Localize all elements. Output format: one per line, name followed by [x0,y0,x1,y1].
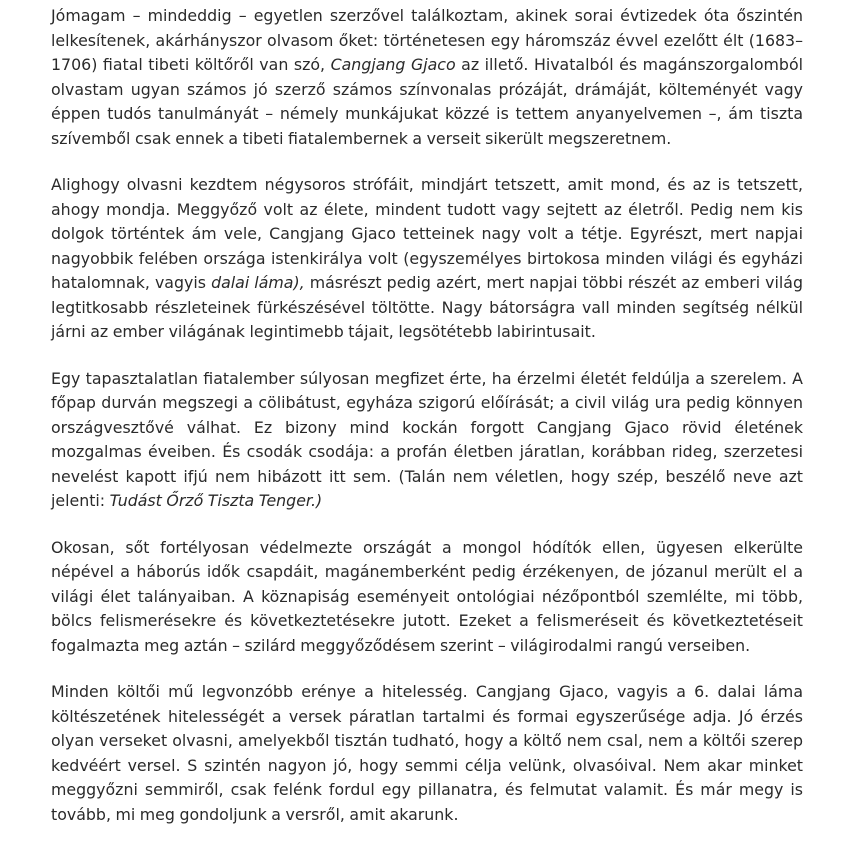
paragraph-text: az illető. Hivatalból és magánszorgalomból olvastam ugyan számos jó szerző számos színvonalas prózáját, drámáját, költeményét vagy éppen tudós tanulmányát – némely munkájukat közzé is tettem anyanyelvemen –, ám tiszta szívemből csak ennek a tibeti fiatalembernek a verseit sikerült megszeretnem. [51,55,803,148]
paragraph-3 [51,367,803,514]
emphasis-text: dalai láma), [211,273,305,292]
article-body [51,4,803,849]
paragraph-text: Jómagam – mindeddig – egyetlen szerzővel találkoztam, akinek sorai évtizedek óta őszintén lelkesítenek, akárhányszor olvasom őket: történetesen egy háromszáz évvel ezelőtt élt (1683–1706) fiatal tibeti költőről van szó, [51,6,803,74]
paragraph-5 [51,680,803,827]
paragraph-text: Okosan, sőt fortélyosan védelmezte országát a mongol hódítók ellen, ügyesen elkerülte népével a háborús idők csapdáit, magánemberként pedig érzékenyen, de józanul merült el a világi élet talányaiban. A köznapiság eseményeit ontológiai nézőpontból szemlélte, mi több, bölcs felismerésekre és következtetésekre jutott. Ezeket a felismeréseit és következtetéseit fogalmazta meg aztán – szilárd meggyőződésem szerint – világirodalmi rangú verseiben. [51,537,803,655]
emphasis-text: Cangjang Gjaco [330,55,456,74]
paragraph-4 [51,536,803,659]
paragraph-text: Egy tapasztalatlan fiatalember súlyosan megfizet érte, ha érzelmi életét feldúlja a szerelem. A főpap durván megszegi a cölibátust, egyháza szigorú előírását; a civil világ ura pedig könnyen országvesztővé válhat. Ez bizony mind kockán forgott Cangjang Gjaco rövid életének mozgalmas éveiben. És csodák csodája: a profán életben járatlan, korábban rideg, szerzetesi nevelést kapott ifjú nem hibázott itt sem. (Talán nem véletlen, hogy szép, beszélő neve azt jelenti: [51,368,803,510]
emphasis-text: Tudást Őrző Tiszta Tenger.) [109,491,323,510]
paragraph-2 [51,173,803,345]
paragraph-text: másrészt pedig azért, mert napjai többi részét az emberi világ legtitkosabb részleteinek fürkészésével töltötte. Nagy bátorságra vall minden segítség nélkül járni az ember világának legintimebb tájait, legsötétebb labirintusait. [51,273,804,341]
paragraph-text: Minden költői mű legvonzóbb erénye a hitelesség. Cangjang Gjaco, vagyis a 6. dalai láma költészetének hitelességét a versek páratlan tartalmi és formai egyszerűsége adja. Jó érzés olyan verseket olvasni, amelyekből tisztán tudható, hogy a költő nem csal, nem a költői szerep kedvéért versel. S szintén nagyon jó, hogy semmi célja velünk, olvasóival. Nem akar minket meggyőzni semmiről, csak felénk fordul egy pillanatra, és felmutat valamit. És már megy is tovább, mi meg gondoljunk a versről, amit akarunk. [51,682,803,824]
paragraph-1 [51,4,803,151]
paragraph-text: Alighogy olvasni kezdtem négysoros strófáit, mindjárt tetszett, amit mond, és az is tetszett, ahogy mondja. Meggyőző volt az élete, mindent tudott vagy sejtett az életről. Pedig nem kis dolgok történtek ám vele, Cangjang Gjaco tetteinek nagy volt a tétje. Egyrészt, mert napjai nagyobbik felében országa istenkirálya volt (egyszemélyes birtokosa minden világi és egyházi hatalomnak, vagyis [51,175,803,292]
